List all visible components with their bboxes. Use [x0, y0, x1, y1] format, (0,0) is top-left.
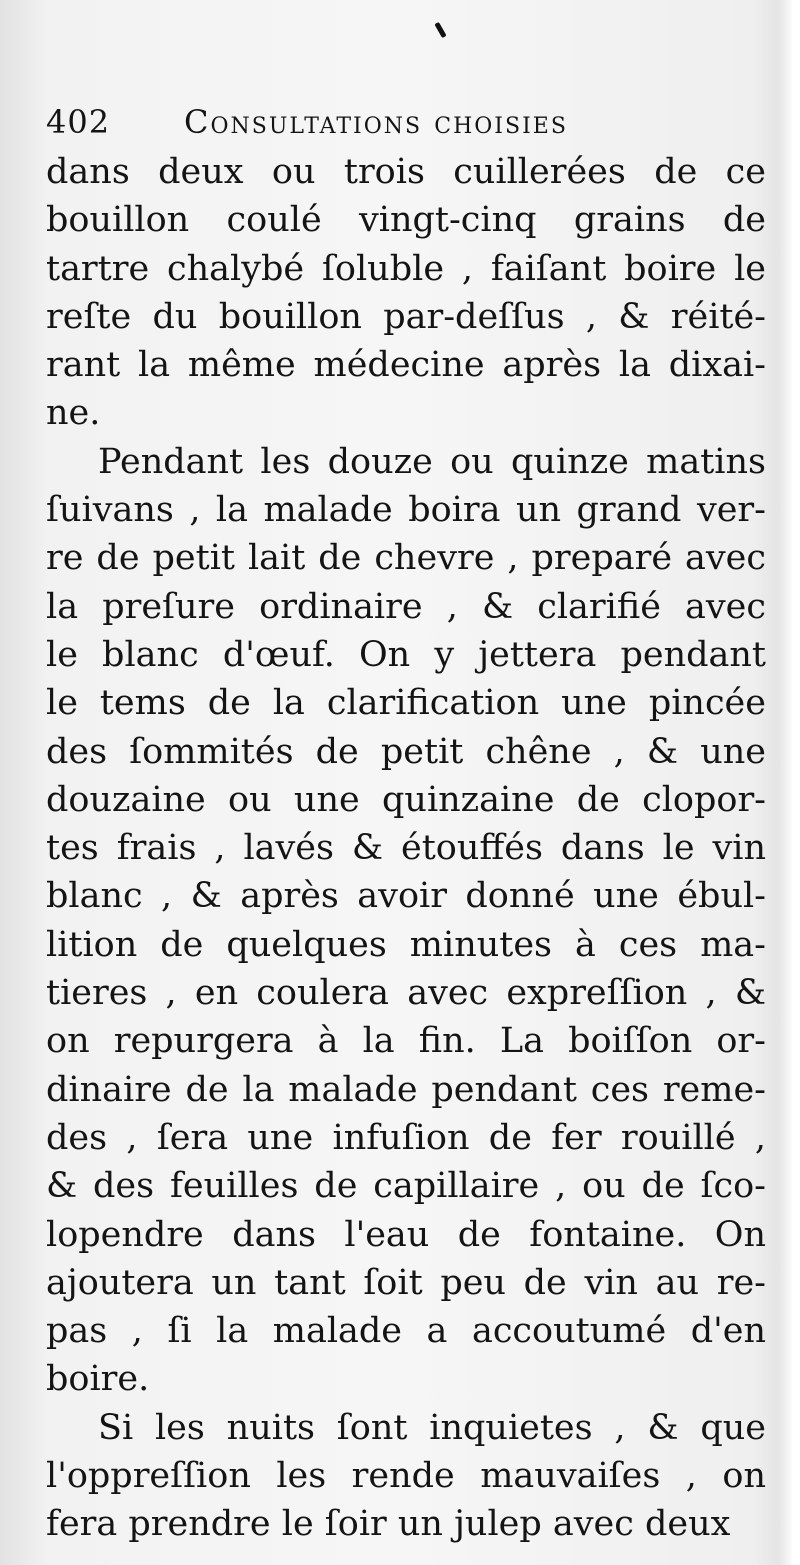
ink-speck: [434, 22, 446, 38]
text-line: dans deux ou trois cuillerées de ce: [46, 152, 766, 192]
text-line: le blanc d'œuf. On y jettera pendant: [46, 634, 766, 675]
paragraph: [46, 438, 766, 1404]
running-title: Consultations choisies: [184, 103, 568, 141]
page-text-block: [46, 96, 766, 1549]
text-line: tes frais , lavés & étouffés dans le vin: [46, 828, 766, 869]
paragraph: [46, 148, 766, 438]
text-line: dinaire de la malade pendant ces reme-: [46, 1069, 766, 1110]
body-text: [46, 148, 766, 1549]
text-line: l'oppreſſion les rende mauvaiſes , on: [46, 1456, 766, 1497]
running-header: [46, 96, 766, 148]
page-number: 402: [46, 103, 111, 141]
text-line: tartre chalybé ſoluble , faiſant boire le: [46, 248, 766, 289]
text-line: re de petit lait de chevre , preparé avec: [46, 538, 766, 579]
text-line: Pendant les douze ou quinze matins: [98, 441, 766, 482]
page-edge-shadow: [778, 0, 800, 1565]
text-line: Si les nuits ſont inquietes , & que: [98, 1407, 766, 1448]
text-line: le tems de la clarification une pincée: [46, 683, 766, 724]
text-line: ajoutera un tant ſoit peu de vin au re-: [46, 1262, 766, 1303]
text-line: la preſure ordinaire , & clarifié avec: [46, 586, 766, 627]
text-line: fera prendre le ſoir un julep avec deux: [46, 1504, 731, 1545]
text-line: boire.: [46, 1359, 150, 1400]
text-line: reſte du bouillon par-deſſus , & réité-: [46, 296, 766, 337]
text-line: pas , ſi la malade a accoutumé d'en: [46, 1311, 766, 1352]
text-line: rant la même médecine après la dixai-: [46, 345, 766, 386]
text-line: ſuivans , la malade boira un grand ver-: [46, 490, 766, 531]
text-line: lopendre dans l'eau de fontaine. On: [46, 1214, 766, 1255]
text-line: lition de quelques minutes à ces ma-: [46, 924, 766, 965]
text-line: ne.: [46, 393, 101, 434]
text-line: des ſommités de petit chêne , & une: [46, 731, 766, 772]
text-line: blanc , & après avoir donné une ébul-: [46, 876, 766, 917]
text-line: douzaine ou une quinzaine de clopor-: [46, 779, 766, 820]
text-line: des , ſera une infuſion de fer rouillé ,: [46, 1117, 766, 1158]
text-line: tieres , en coulera avec expreſſion , &: [46, 973, 766, 1014]
text-line: on repurgera à la fin. La boiſſon or-: [46, 1021, 766, 1062]
text-line: bouillon coulé vingt-cinq grains de: [46, 200, 766, 241]
text-line: & des feuilles de capillaire , ou de ſco-: [46, 1166, 766, 1207]
paragraph: [46, 1404, 766, 1549]
